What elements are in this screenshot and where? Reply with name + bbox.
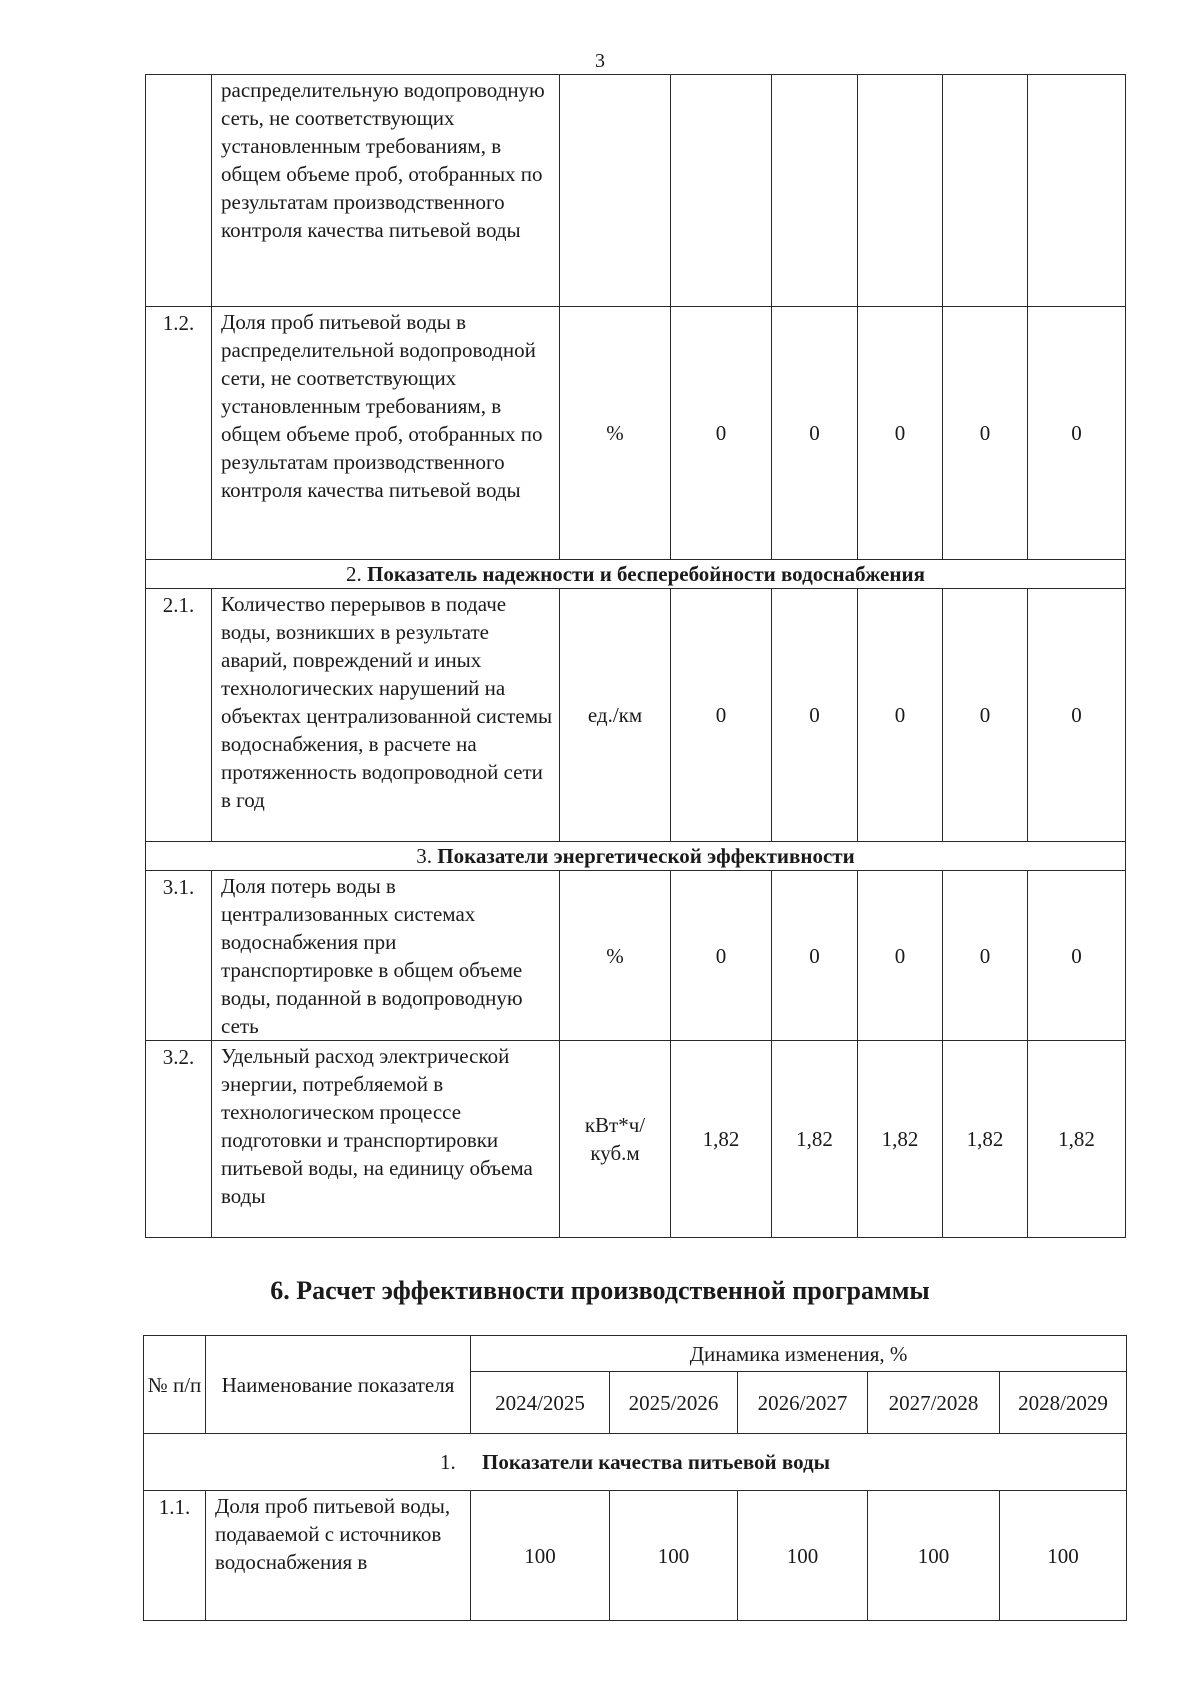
section-header — [144, 1434, 1127, 1491]
value-cell: 0 — [772, 307, 858, 560]
year-header: 2027/2028 — [868, 1372, 1000, 1434]
value-cell: 100 — [738, 1491, 868, 1621]
value-cell: 0 — [858, 307, 943, 560]
table-row — [146, 871, 1126, 1041]
value-cell: 0 — [1028, 871, 1126, 1041]
section-header — [146, 842, 1126, 871]
value-cell: 100 — [868, 1491, 1000, 1621]
value-cell: 100 — [1000, 1491, 1127, 1621]
section-heading: 6. Расчет эффективности производственной программы — [270, 1276, 930, 1305]
section-title: Показатель надежности и бесперебойности водоснабжения — [367, 562, 925, 586]
value-cell: 1,82 — [943, 1041, 1028, 1238]
section-title: Показатели качества питьевой воды — [482, 1450, 830, 1474]
value-cell: 0 — [858, 871, 943, 1041]
section-header-row — [144, 1434, 1127, 1491]
value-cell: 1,82 — [858, 1041, 943, 1238]
table-row — [146, 1041, 1126, 1238]
value-cell — [671, 75, 772, 307]
indicator-name: Удельный расход электрической энергии, потребляемой в технологическом процессе подготовки и транспортировки питьевой воды, на единицу объема воды — [212, 1041, 560, 1238]
value-cell — [858, 75, 943, 307]
value-cell — [772, 75, 858, 307]
section-number: 1. — [440, 1450, 456, 1474]
indicators-table — [145, 74, 1126, 1238]
value-cell: 0 — [1028, 589, 1126, 842]
value-cell — [1028, 75, 1126, 307]
section-header-row — [146, 842, 1126, 871]
indicator-name: Количество перерывов в подаче воды, возникших в результате аварий, повреждений и иных технологических нарушений на объектах централизованной системы водоснабжения, в расчете на протяженность водопроводной сети в год — [212, 589, 560, 842]
year-header: 2026/2027 — [738, 1372, 868, 1434]
header-row — [144, 1336, 1127, 1372]
value-cell: 100 — [471, 1491, 610, 1621]
header-number: № п/п — [144, 1336, 206, 1434]
header-dynamics: Динамика изменения, % — [471, 1336, 1127, 1372]
value-cell: 1,82 — [1028, 1041, 1126, 1238]
value-cell: 0 — [943, 307, 1028, 560]
unit-cell: % — [560, 307, 671, 560]
table-row — [144, 1491, 1127, 1621]
indicator-name: Доля потерь воды в централизованных системах водоснабжения при транспортировке в общем объеме воды, поданной в водопроводную сеть — [212, 871, 560, 1041]
row-number: 2.1. — [146, 589, 212, 842]
indicator-name: Доля проб питьевой воды, подаваемой с источников водоснабжения в — [206, 1491, 471, 1621]
indicator-name: распределительную водопроводную сеть, не соответствующих установленным требованиям, в общем объеме проб, отобранных по результатам производственного контроля качества питьевой воды — [212, 75, 560, 307]
unit-cell: ед./км — [560, 589, 671, 842]
table-row — [146, 307, 1126, 560]
unit-cell — [560, 75, 671, 307]
value-cell: 0 — [772, 589, 858, 842]
value-cell: 1,82 — [671, 1041, 772, 1238]
row-number: 3.2. — [146, 1041, 212, 1238]
section-number: 2. — [346, 562, 362, 586]
indicator-name: Доля проб питьевой воды в распределительной водопроводной сети, не соответствующих установленным требованиям, в общем объеме проб, отобранных по результатам производственного контроля качества питьевой воды — [212, 307, 560, 560]
row-number: 3.1. — [146, 871, 212, 1041]
value-cell: 1,82 — [772, 1041, 858, 1238]
unit-cell: % — [560, 871, 671, 1041]
value-cell: 0 — [858, 589, 943, 842]
section-header-row — [146, 560, 1126, 589]
value-cell — [943, 75, 1028, 307]
row-number: 1.1. — [144, 1491, 206, 1621]
table-row — [146, 75, 1126, 307]
year-header: 2025/2026 — [610, 1372, 738, 1434]
value-cell: 100 — [610, 1491, 738, 1621]
efficiency-table — [143, 1335, 1127, 1621]
year-header: 2028/2029 — [1000, 1372, 1127, 1434]
row-number: 1.2. — [146, 307, 212, 560]
section-number: 3. — [416, 844, 433, 868]
value-cell: 0 — [943, 589, 1028, 842]
value-cell: 0 — [671, 871, 772, 1041]
unit-cell: кВт*ч/ куб.м — [560, 1041, 671, 1238]
section-title: Показатели энергетической эффективности — [437, 844, 855, 868]
row-number — [146, 75, 212, 307]
page-number: 3 — [595, 50, 605, 72]
value-cell: 0 — [671, 589, 772, 842]
header-name: Наименование показателя — [206, 1336, 471, 1434]
year-header: 2024/2025 — [471, 1372, 610, 1434]
value-cell: 0 — [1028, 307, 1126, 560]
value-cell: 0 — [671, 307, 772, 560]
value-cell: 0 — [943, 871, 1028, 1041]
table-row — [146, 589, 1126, 842]
value-cell: 0 — [772, 871, 858, 1041]
section-header — [146, 560, 1126, 589]
